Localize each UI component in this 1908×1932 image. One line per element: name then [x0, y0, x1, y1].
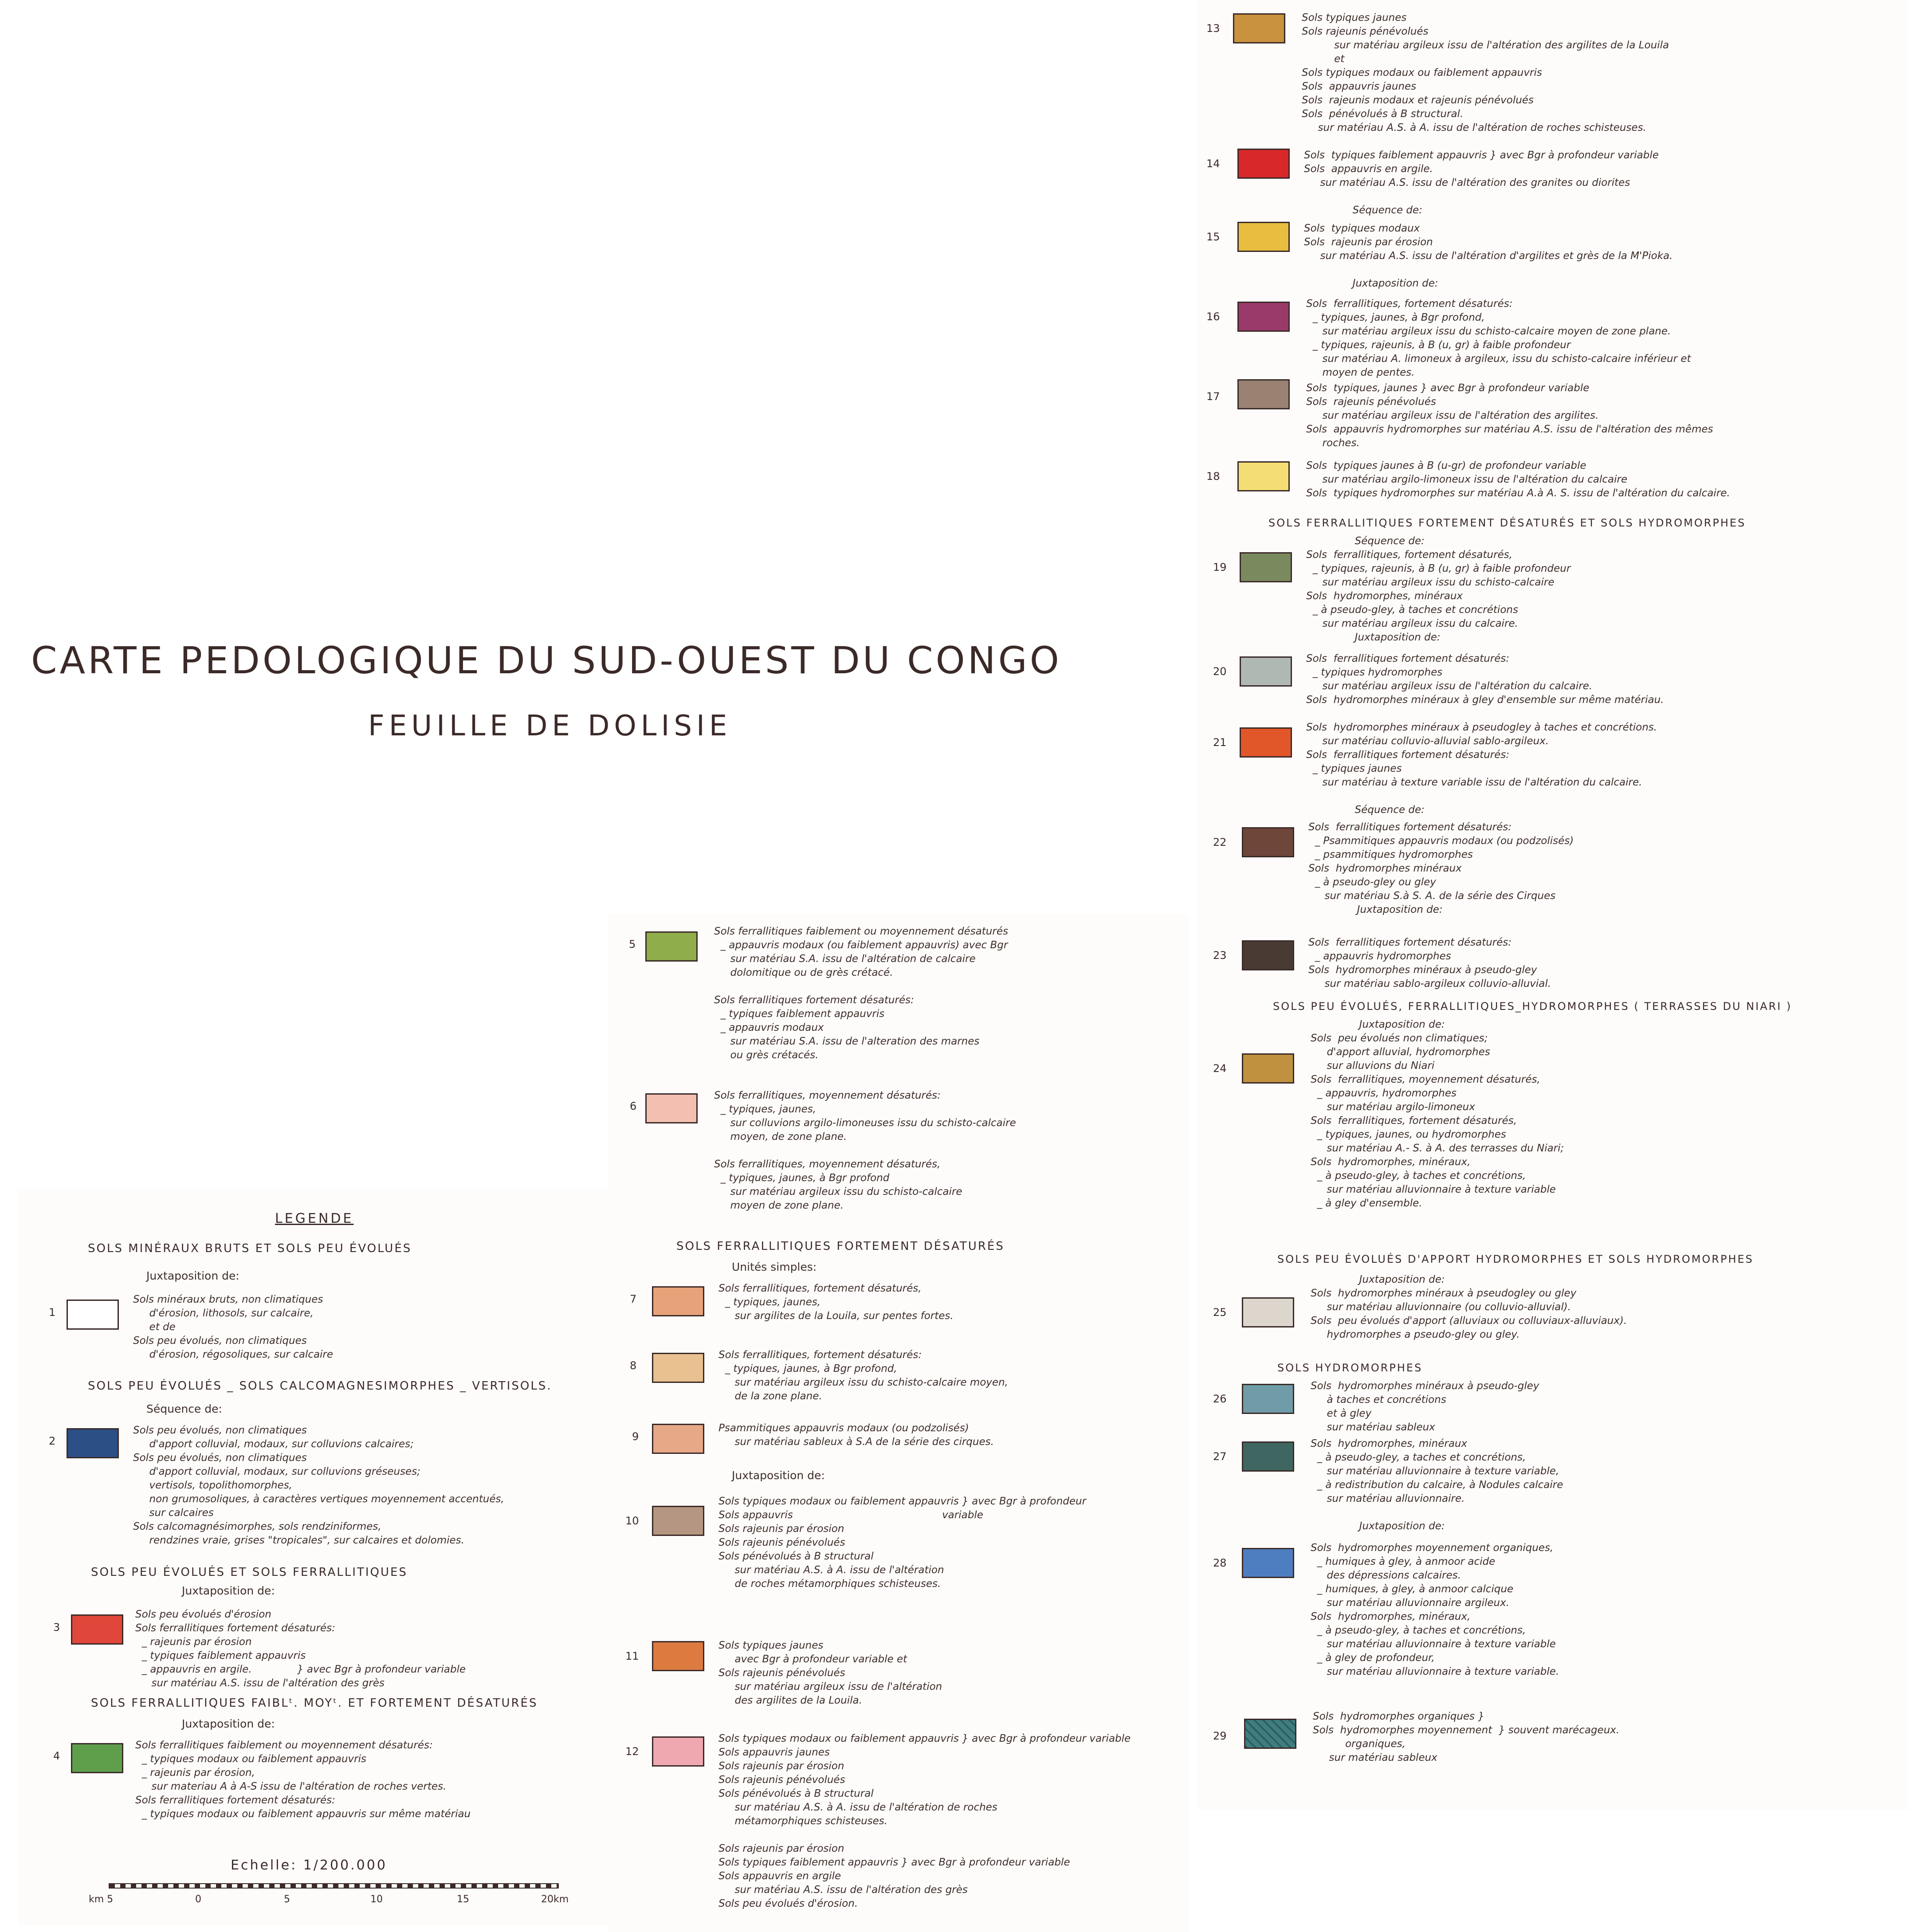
legend-text-7: Sols ferrallitiques, fortement désaturés, _ typiques, jaunes, sur argilites de la Louila, sur pentes fortes. — [718, 1283, 954, 1322]
legend-text-1: Sols minéraux bruts, non climatiques d'érosion, lithosols, sur calcaire, et de Sols peu évolués, non climatiques d'érosion, régosoliques, sur calcaire — [133, 1294, 334, 1360]
scale-tick: 0 — [195, 1894, 201, 1905]
legend-num-25: 25 — [1213, 1306, 1227, 1319]
legend-swatch-12 — [652, 1736, 704, 1767]
heading-fortement-desatures: SOLS FERRALLITIQUES FORTEMENT DÉSATURÉS — [676, 1240, 1005, 1253]
legend-swatch-1 — [67, 1300, 119, 1330]
legend-text-19: Séquence de: Sols ferrallitiques, fortement désaturés, _ typiques, rajeunis, à B (u, gr) à faible profondeur sur matériau argileux issu du schisto-calcaire Sols hydromorphes, minéraux _ à pseudo-gley, à taches et concrétions sur matériau argileux issu du calcaire. Juxtaposition de: — [1306, 535, 1571, 643]
legend-text-12: Sols typiques modaux ou faiblement appauvris } avec Bgr à profondeur variable Sols appauvris jaunes Sols rajeunis par érosion Sols rajeunis pénévolués Sols pénévolués à B structural sur matériau A.S. à A. issu de l'altération de roches métamorphiques schisteuses. Sols rajeunis par érosion Sols typiques faiblement appauvris } avec Bgr à profondeur variable Sols appauvris en argile sur matériau A.S. issu de l'altération des grès Sols peu évolués d'érosion. — [718, 1733, 1131, 1909]
legend-swatch-10 — [652, 1506, 704, 1536]
legend-num-28: 28 — [1213, 1557, 1227, 1569]
legend-swatch-9 — [652, 1424, 704, 1454]
legend-text-27: Sols hydromorphes, minéraux _ à pseudo-gley, a taches et concrétions, sur matériau alluvionnaire à texture variable, _ à redistribution du calcaire, à Nodules calcaire sur matériau alluvionnaire. Juxtaposition de: — [1311, 1438, 1563, 1532]
legend-text-24: Juxtaposition de: Sols peu évolués non climatiques; d'apport alluvial, hydromorphes sur alluvions du Niari Sols ferrallitiques, moyennement désaturés, _ appauvris, hydromorphes sur matériau argilo-limoneux Sols ferrallitiques, fortement désaturés, _ typiques, jaunes, ou hydromorphes sur matériau A.- S. à A. des terrasses du Niari; Sols hydromorphes, minéraux, _ à pseudo-gley, à taches et concrétions, sur matériau alluvionnaire à texture variable _ à gley d'ensemble. — [1311, 1019, 1564, 1209]
legend-text-8: Sols ferrallitiques, fortement désaturés: _ typiques, jaunes, à Bgr profond, sur matériau argileux issu du schisto-calcaire moyen, de la zone plane. — [718, 1349, 1008, 1402]
legend-num-16: 16 — [1206, 310, 1220, 323]
legend-num-24: 24 — [1213, 1062, 1227, 1075]
legend-title: LEGENDE — [275, 1211, 354, 1226]
legend-swatch-15 — [1237, 222, 1290, 252]
scale-tick: 10 — [370, 1894, 383, 1905]
legend-num-27: 27 — [1213, 1450, 1227, 1463]
legend-swatch-7 — [652, 1286, 704, 1316]
heading-calcomagnesimorphes: SOLS PEU ÉVOLUÉS _ SOLS CALCOMAGNESIMORPHES _ VERTISOLS. — [88, 1379, 552, 1393]
sub-juxtaposition: Juxtaposition de: — [182, 1717, 275, 1730]
scale-tick: 20km — [541, 1894, 569, 1905]
legend-swatch-27 — [1242, 1441, 1294, 1472]
legend-text-15: Sols typiques modaux Sols rajeunis par érosion sur matériau A.S. issu de l'altération d'argilites et grès de la M'Pioka. Juxtaposition de: — [1304, 223, 1673, 289]
legend-text-21: Sols hydromorphes minéraux à pseudogley à taches et concrétions. sur matériau colluvio-alluvial sablo-argileux. Sols ferrallitiques fortement désaturés: _ typiques jaunes sur matériau à texture variable issu de l'altération du calcaire. Séquence de: — [1306, 722, 1657, 816]
legend-num-29: 29 — [1213, 1730, 1227, 1742]
legend-text-6: Sols ferrallitiques, moyennement désaturés: _ typiques, jaunes, sur colluvions argilo-limoneuses issu du schisto-calcaire moyen, de zone plane. Sols ferrallitiques, moyennement désaturés, _ typiques, jaunes, à Bgr profond sur matériau argileux issu du schisto-calcaire moyen de zone plane. — [714, 1090, 1016, 1211]
legend-swatch-17 — [1237, 379, 1290, 409]
legend-swatch-22 — [1242, 827, 1294, 857]
sub-sequence: Séquence de: — [146, 1402, 222, 1415]
legend-num-1: 1 — [49, 1306, 56, 1319]
legend-num-15: 15 — [1206, 231, 1220, 243]
legend-num-12: 12 — [625, 1745, 639, 1758]
scale-tick: 5 — [284, 1894, 290, 1905]
legend-swatch-14 — [1237, 149, 1290, 179]
heading-sols-hydromorphes: SOLS HYDROMORPHES — [1277, 1362, 1423, 1374]
legend-swatch-29 — [1244, 1719, 1296, 1749]
scale-label: Echelle: 1/200.000 — [231, 1857, 387, 1873]
legend-text-23: Sols ferrallitiques fortement désaturés: _ appauvris hydromorphes Sols hydromorphes minéraux à pseudo-gley sur matériau sablo-argileux colluvio-alluvial. — [1308, 937, 1551, 990]
sub-juxtaposition: Juxtaposition de: — [732, 1469, 825, 1482]
legend-swatch-26 — [1242, 1384, 1294, 1414]
legend-num-13: 13 — [1206, 22, 1220, 35]
legend-swatch-20 — [1240, 656, 1292, 687]
legend-num-8: 8 — [630, 1359, 637, 1372]
legend-text-3: Sols peu évolués d'érosion Sols ferrallitiques fortement désaturés: _ rajeunis par érosion _ typiques faiblement appauvris _ appauvris en argile. } avec Bgr à profondeur variable sur matériau A.S. issu de l'altération des grès — [135, 1609, 466, 1689]
legend-num-4: 4 — [53, 1750, 60, 1762]
legend-num-7: 7 — [630, 1293, 637, 1305]
legend-swatch-21 — [1240, 727, 1292, 758]
scale-tick: 15 — [457, 1894, 469, 1905]
legend-text-29: Sols hydromorphes organiques } Sols hydromorphes moyennement } souvent marécageux. organiques, sur matériau sableux — [1313, 1711, 1620, 1763]
legend-num-3: 3 — [53, 1621, 60, 1634]
legend-swatch-28 — [1242, 1548, 1294, 1578]
legend-swatch-18 — [1237, 461, 1290, 491]
scale-bar — [109, 1883, 559, 1889]
legend-num-17: 17 — [1206, 390, 1220, 403]
legend-swatch-4 — [71, 1743, 123, 1773]
legend-text-25: Juxtaposition de: Sols hydromorphes minéraux à pseudogley ou gley sur matériau alluvionnaire (ou colluvio-alluvial). Sols peu évolués d'apport (alluviaux ou colluviaux-alluviaux). hydromorphes a pseudo-gley ou gley. — [1311, 1274, 1627, 1340]
legend-num-6: 6 — [630, 1100, 637, 1112]
legend-swatch-23 — [1242, 940, 1294, 970]
legend-text-14: Sols typiques faiblement appauvris } avec Bgr à profondeur variable Sols appauvris en argile. sur matériau A.S. issu de l'altération des granites ou diorites Séquence de: — [1304, 149, 1659, 216]
legend-swatch-16 — [1237, 302, 1290, 332]
legend-swatch-2 — [67, 1428, 119, 1458]
legend-text-4: Sols ferrallitiques faiblement ou moyennement désaturés: _ typiques modaux ou faiblement appauvris _ rajeunis par érosion, sur materiau A à A-S issu de l'altération de roches vertes. Sols ferrallitiques fortement désaturés: _ typiques modaux ou faiblement appauvris sur même matériau — [135, 1740, 471, 1820]
legend-swatch-8 — [652, 1353, 704, 1383]
legend-swatch-11 — [652, 1641, 704, 1671]
legend-num-20: 20 — [1213, 665, 1227, 678]
legend-text-17: Sols typiques, jaunes } avec Bgr à profondeur variable Sols rajeunis pénévolués sur matériau argileux issu de l'altération des argilites. Sols appauvris hydromorphes sur matériau A.S. issu de l'altération des mêmes roches. — [1306, 382, 1713, 449]
legend-num-11: 11 — [625, 1650, 639, 1662]
sub-unites-simples: Unités simples: — [732, 1261, 817, 1273]
legend-num-19: 19 — [1213, 561, 1227, 573]
legend-num-22: 22 — [1213, 836, 1227, 848]
legend-swatch-6 — [645, 1093, 698, 1123]
scale-tick: km 5 — [89, 1894, 114, 1905]
legend-num-14: 14 — [1206, 157, 1220, 170]
legend-swatch-3 — [71, 1614, 123, 1645]
map-subtitle: FEUILLE DE DOLISIE — [368, 710, 732, 742]
map-title: CARTE PEDOLOGIQUE DU SUD-OUEST DU CONGO — [31, 639, 1062, 682]
legend-text-28: Sols hydromorphes moyennement organiques, _ humiques à gley, à anmoor acide des dépressions calcaires. _ humiques, à gley, à anmoor calcique sur matériau alluvionnaire argileux. Sols hydromorphes, minéraux, _ à pseudo-gley, à taches et concrétions, sur matériau alluvionnaire à texture variable _ à gley de profondeur, sur matériau alluvionnaire à texture variable. — [1311, 1542, 1559, 1677]
heading-peu-evolues-ferrallitiques: SOLS PEU ÉVOLUÉS ET SOLS FERRALLITIQUES — [91, 1566, 408, 1579]
sub-juxtaposition: Juxtaposition de: — [146, 1269, 239, 1282]
legend-text-20: Sols ferrallitiques fortement désaturés: _ typiques hydromorphes sur matériau argileux issu de l'altération du calcaire. Sols hydromorphes minéraux à gley d'ensemble sur même matériau. — [1306, 653, 1664, 706]
legend-text-18: Sols typiques jaunes à B (u-gr) de profondeur variable sur matériau argilo-limoneux issu de l'altération du calcaire Sols typiques hydromorphes sur matériau A.à A. S. issu de l'altération du calcaire. — [1306, 460, 1730, 499]
legend-text-16: Sols ferrallitiques, fortement désaturés: _ typiques, jaunes, à Bgr profond, sur matériau argileux issu du schisto-calcaire moyen de zone plane. _ typiques, rajeunis, à B (u, gr) à faible profondeur sur matériau A. limoneux à argileux, issu du schisto-calcaire inférieur et moyen de pentes. — [1306, 298, 1691, 378]
legend-text-26: Sols hydromorphes minéraux à pseudo-gley à taches et concrétions et à gley sur matériau sableux — [1311, 1380, 1539, 1433]
legend-num-2: 2 — [49, 1435, 56, 1447]
heading-ferrallitiques-hydromorphes: SOLS FERRALLITIQUES FORTEMENT DÉSATURÉS ET SOLS HYDROMORPHES — [1268, 517, 1746, 529]
legend-num-18: 18 — [1206, 470, 1220, 483]
heading-apport-hydromorphes: SOLS PEU ÉVOLUÉS D'APPORT HYDROMORPHES ET SOLS HYDROMORPHES — [1277, 1253, 1754, 1265]
legend-swatch-24 — [1242, 1053, 1294, 1084]
legend-text-22: Sols ferrallitiques fortement désaturés: _ Psammitiques appauvris modaux (ou podzolisés) _ psammitiques hydromorphes Sols hydromorphes minéraux _ à pseudo-gley ou gley sur matériau S.à S. A. de la série des Cirques Juxtaposition de: — [1308, 821, 1574, 915]
legend-num-9: 9 — [632, 1430, 639, 1443]
heading-faibl-moy-fortement: SOLS FERRALLITIQUES FAIBLᵗ. MOYᵗ. ET FORTEMENT DÉSATURÉS — [91, 1696, 538, 1710]
legend-swatch-13 — [1233, 13, 1285, 43]
legend-text-2: Sols peu évolués, non climatiques d'apport colluvial, modaux, sur colluvions calcaires; Sols peu évolués, non climatiques d'apport colluvial, modaux, sur colluvions gréseuses; vertisols, topolithomorphes, non grumosoliques, à caractères vertiques moyennement accentués, sur calcaires Sols calcomagnésimorphes, sols rendziniformes, rendzines vraie, grises "tropicales", sur calcaires et dolomies. — [133, 1425, 504, 1546]
legend-text-13: Sols typiques jaunes Sols rajeunis pénévolués sur matériau argileux issu de l'altération des argilites de la Louila et Sols typiques modaux ou faiblement appauvris Sols appauvris jaunes Sols rajeunis modaux et rajeunis pénévolués Sols pénévolués à B structural. sur matériau A.S. à A. issu de l'altération de roches schisteuses. — [1302, 12, 1669, 134]
legend-num-21: 21 — [1213, 736, 1227, 749]
legend-text-9: Psammitiques appauvris modaux (ou podzolisés) sur matériau sableux à S.A de la série des cirques. — [718, 1422, 994, 1448]
legend-num-26: 26 — [1213, 1393, 1227, 1405]
legend-swatch-25 — [1242, 1297, 1294, 1327]
legend-text-5: Sols ferrallitiques faiblement ou moyennement désaturés _ appauvris modaux (ou faiblement appauvris) avec Bgr sur matériau S.A. issu de l'altération de calcaire dolomitique ou de grès crétacé. Sols ferrallitiques fortement désaturés: _ typiques faiblement appauvris _ appauvris modaux sur matériau S.A. issu de l'alteration des marnes ou grès crétacés. — [714, 926, 1008, 1061]
heading-mineraux-bruts: SOLS MINÉRAUX BRUTS ET SOLS PEU ÉVOLUÉS — [88, 1242, 412, 1255]
heading-terrasses-du-niari: SOLS PEU ÉVOLUÉS, FERRALLITIQUES_HYDROMORPHES ( TERRASSES DU NIARI ) — [1273, 1000, 1792, 1013]
legend-text-10: Sols typiques modaux ou faiblement appauvris } avec Bgr à profondeur Sols appauvris variable Sols rajeunis par érosion Sols rajeunis pénévolués Sols pénévolués à B structural sur matériau A.S. à A. issu de l'altération de roches métamorphiques schisteuses. — [718, 1496, 1087, 1590]
legend-swatch-19 — [1240, 552, 1292, 582]
legend-num-10: 10 — [625, 1515, 639, 1527]
legend-num-5: 5 — [629, 938, 636, 950]
sub-juxtaposition: Juxtaposition de: — [182, 1584, 275, 1597]
legend-num-23: 23 — [1213, 949, 1227, 962]
legend-text-11: Sols typiques jaunes avec Bgr à profondeur variable et Sols rajeunis pénévolués sur matériau argileux issu de l'altération des argilites de la Louila. — [718, 1640, 942, 1706]
legend-swatch-5 — [645, 931, 698, 962]
